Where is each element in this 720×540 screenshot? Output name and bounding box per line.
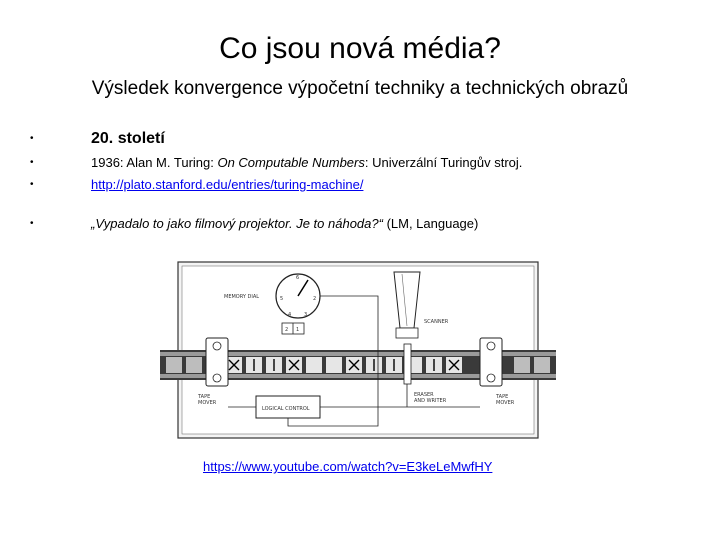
dial-number: 4 xyxy=(288,312,292,318)
bullet-century xyxy=(0,128,720,150)
bullet-turing xyxy=(0,152,720,174)
scanner-label: SCANNER xyxy=(424,319,449,325)
paper-title: On Computable Numbers xyxy=(217,155,365,170)
memory-dial-label: MEMORY DIAL xyxy=(224,294,260,300)
slide-title: Co jsou nová média? xyxy=(219,32,501,65)
bullet-text: 20. století xyxy=(91,130,165,147)
bullet-dot: • xyxy=(30,218,34,229)
turing-machine-diagram xyxy=(158,260,558,440)
dial-number: 2 xyxy=(313,296,317,302)
bullet-quote xyxy=(0,213,720,235)
tape-mover-label: TAPE MOVER xyxy=(198,394,217,406)
bullet-dot: • xyxy=(30,157,34,168)
bullet-prefix: 1936: Alan M. Turing: xyxy=(91,155,218,170)
quote-source: (LM, Language) xyxy=(382,216,479,231)
stanford-link[interactable]: http://plato.stanford.edu/entries/turing-machine/ xyxy=(91,177,364,192)
tape-mover-label: TAPE MOVER xyxy=(496,394,515,406)
bullet-dot: • xyxy=(30,133,34,144)
logical-control-label: LOGICAL CONTROL xyxy=(262,406,310,412)
eraser-label: ERASER AND WRITER xyxy=(414,392,447,404)
memory-cell: 1 xyxy=(296,327,300,333)
memory-cell: 2 xyxy=(285,327,289,333)
bullet-text xyxy=(91,213,478,235)
bullet-suffix: : Univerzální Turingův stroj. xyxy=(364,155,523,170)
youtube-link[interactable]: https://www.youtube.com/watch?v=E3keLeMwfHY xyxy=(203,459,493,474)
bullet-dot: • xyxy=(30,179,34,190)
dial-number: 6 xyxy=(296,275,300,281)
quote-text: „Vypadalo to jako filmový projektor. Je to náhoda?“ xyxy=(91,216,383,231)
dial-number: 3 xyxy=(304,312,308,318)
dial-number: 5 xyxy=(280,296,284,302)
logical-control xyxy=(256,396,320,418)
slide-subtitle: Výsledek konvergence výpočetní techniky a technických obrazů xyxy=(91,78,629,99)
bullet-stanford-link xyxy=(0,174,720,196)
bullet-text xyxy=(91,152,522,174)
